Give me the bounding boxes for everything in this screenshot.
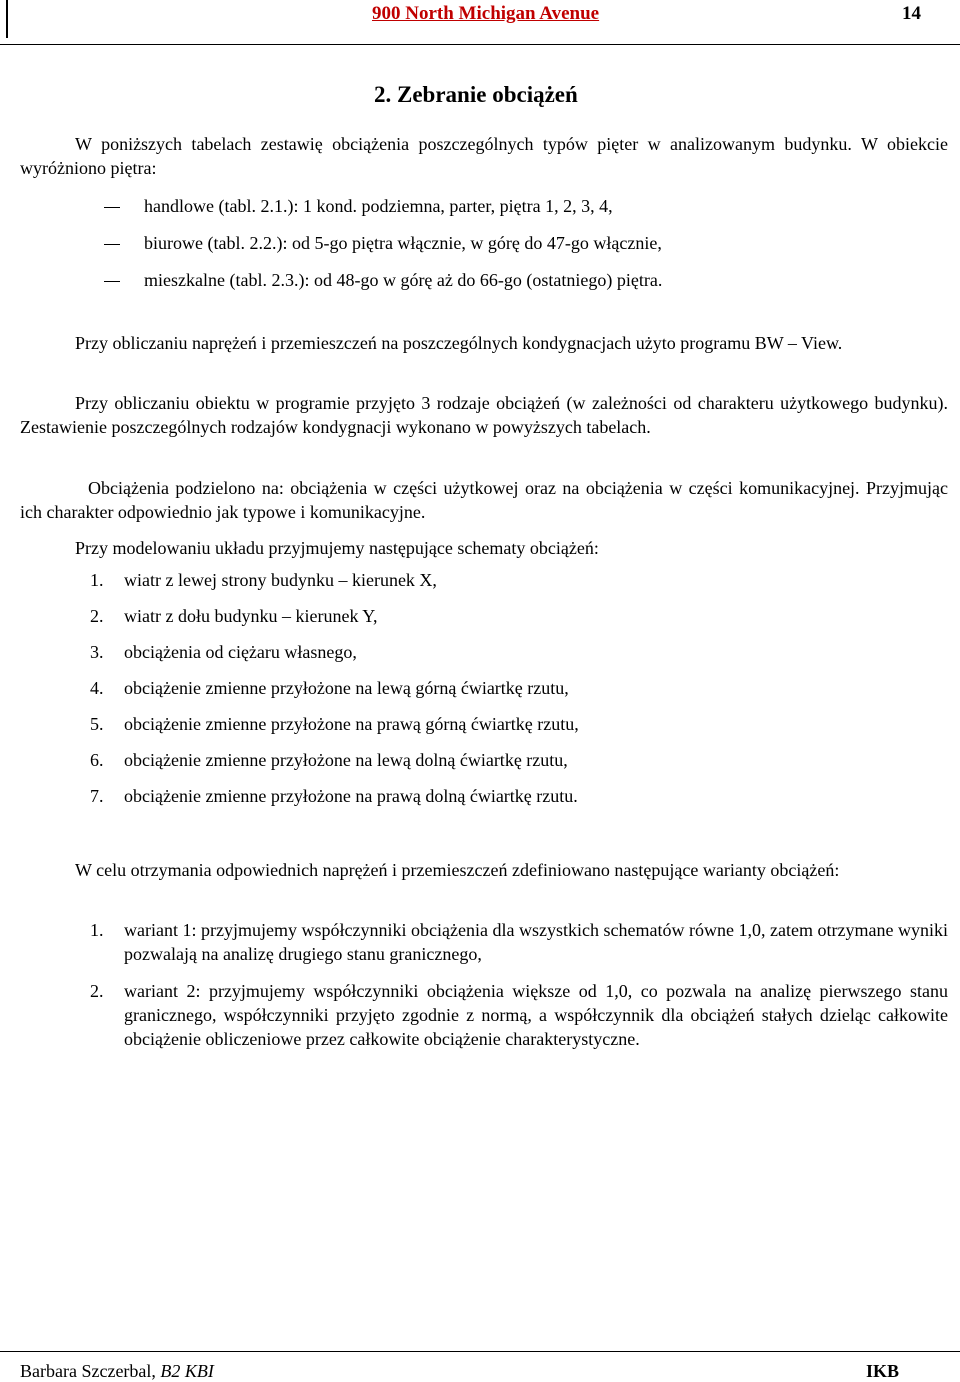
header-rule <box>0 44 960 45</box>
list-item <box>90 714 579 750</box>
footer-rule <box>0 1351 960 1352</box>
list-item <box>90 750 579 786</box>
list-item-text: wariant 1: przyjmujemy współczynniki obciążenia dla wszystkich schematów równe 1,0, zatem otrzymane wyniki pozwalają na analizę drugiego stanu granicznego, <box>124 920 948 964</box>
paragraph-bw-view: Przy obliczaniu naprężeń i przemieszczeń na poszczególnych kondygnacjach użyto programu BW – View. <box>75 333 843 353</box>
load-scheme-list <box>90 570 579 822</box>
list-item <box>90 979 948 1051</box>
list-item <box>90 678 579 714</box>
list-item-text: biurowe (tabl. 2.2.): od 5-go piętra włącznie, w górę do 47-go włącznie, <box>144 233 662 253</box>
list-item-text: wariant 2: przyjmujemy współczynniki obciążenia większe od 1,0, co pozwala na analizę pierwszego stanu granicznego, współczynniki przyjęto zgodnie z normą, a współczynnik dla obciążeń stałych dzieląc całkowite obciążenie obliczeniowe przez całkowite obciążenie charakterystyczne. <box>124 981 948 1049</box>
dash-bullet <box>104 196 144 217</box>
margin-line <box>6 0 8 38</box>
header-title: 900 North Michigan Avenue <box>372 3 600 24</box>
list-item <box>90 642 579 678</box>
footer-author <box>20 1361 214 1382</box>
group-code: B2 KBI <box>160 1361 214 1381</box>
list-number: 1. <box>90 570 104 590</box>
list-number: 1. <box>90 920 104 940</box>
paragraph-load-division: Obciążenia podzielono na: obciążenia w części użytkowej oraz na obciążenia w części komunikacyjnej. Przyjmując ich charakter odpowiednio jak typowe i komunikacyjne. <box>20 478 948 522</box>
list-number: 7. <box>90 786 104 806</box>
list-item-text: wiatr z dołu budynku – kierunek Y, <box>124 606 378 626</box>
list-item <box>90 606 579 642</box>
list-number: 6. <box>90 750 104 770</box>
paragraph-schemes-intro: Przy modelowaniu układu przyjmujemy następujące schematy obciążeń: <box>75 538 599 558</box>
list-number: 2. <box>90 981 104 1001</box>
footer-institute: IKB <box>866 1361 900 1381</box>
list-item <box>90 786 579 822</box>
list-item-text: obciążenia od ciężaru własnego, <box>124 642 357 662</box>
list-item-text: obciążenie zmienne przyłożone na prawą górną ćwiartkę rzutu, <box>124 714 579 734</box>
list-item <box>90 918 948 966</box>
dash-bullet <box>104 270 144 291</box>
author-name: Barbara Szczerbal, <box>20 1361 161 1381</box>
list-item <box>104 233 662 270</box>
page-number: 14 <box>902 3 921 24</box>
list-item <box>90 570 579 606</box>
list-number: 3. <box>90 642 104 662</box>
list-item <box>104 196 662 233</box>
list-number: 5. <box>90 714 104 734</box>
list-item <box>104 270 662 307</box>
intro-paragraph: W poniższych tabelach zestawię obciążenia poszczególnych typów pięter w analizowanym budynku. W obiekcie wyróżniono piętra: <box>20 134 948 178</box>
load-variant-list <box>90 918 948 1051</box>
floor-type-list <box>104 196 662 307</box>
list-item-text: wiatr z lewej strony budynku – kierunek X, <box>124 570 437 590</box>
list-item-text: obciążenie zmienne przyłożone na lewą dolną ćwiartkę rzutu, <box>124 750 568 770</box>
paragraph-load-types: Przy obliczaniu obiektu w programie przyjęto 3 rodzaje obciążeń (w zależności od charakteru użytkowego budynku). Zestawienie poszczególnych rodzajów kondygnacji wykonano w powyższych tabelach. <box>20 393 948 437</box>
dash-bullet <box>104 233 144 254</box>
list-item-text: obciążenie zmienne przyłożone na prawą dolną ćwiartkę rzutu. <box>124 786 578 806</box>
list-number: 4. <box>90 678 104 698</box>
list-item-text: mieszkalne (tabl. 2.3.): od 48-go w górę aż do 66-go (ostatniego) piętra. <box>144 270 663 290</box>
list-number: 2. <box>90 606 104 626</box>
list-item-text: obciążenie zmienne przyłożone na lewą górną ćwiartkę rzutu, <box>124 678 569 698</box>
section-title: 2. Zebranie obciążeń <box>374 82 578 107</box>
list-item-text: handlowe (tabl. 2.1.): 1 kond. podziemna, parter, piętra 1, 2, 3, 4, <box>144 196 613 216</box>
paragraph-variants-intro: W celu otrzymania odpowiednich naprężeń i przemieszczeń zdefiniowano następujące warianty obciążeń: <box>75 860 840 880</box>
